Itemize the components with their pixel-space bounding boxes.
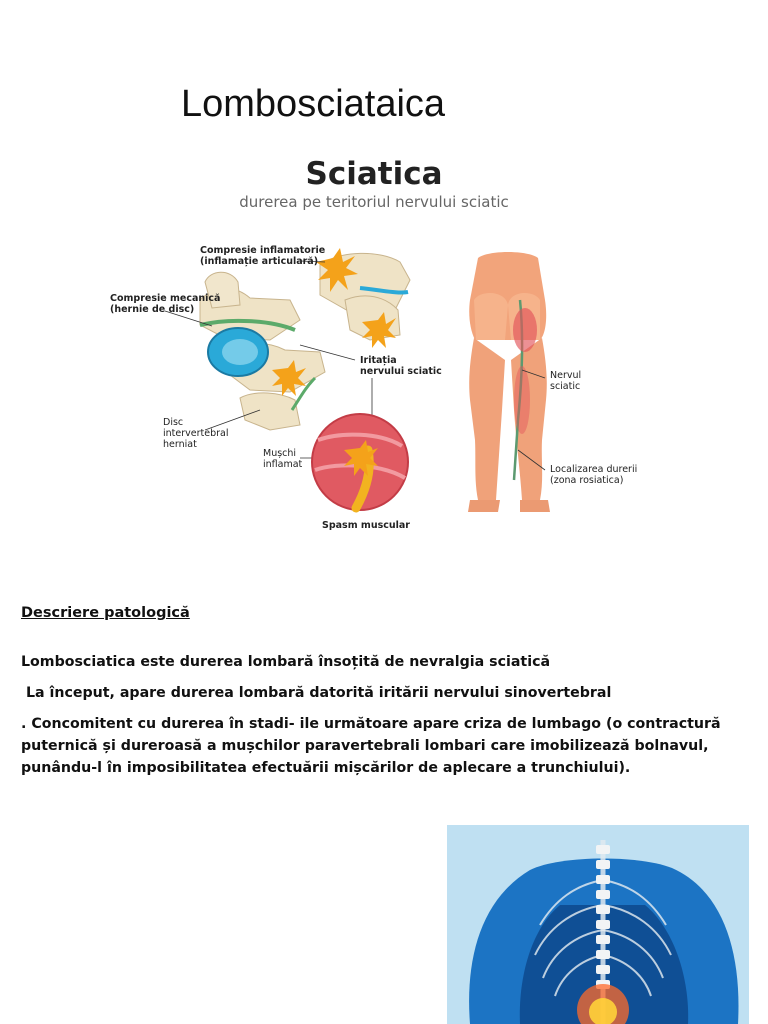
figure-subtitle: durerea pe teritoriul nervului sciatic [239, 193, 509, 211]
label-nervul-sciatic: Nervul sciatic [550, 370, 582, 392]
label-disc-herniat: Disc intervertebral herniat [163, 417, 229, 450]
label-spasm-muscular: Spasm muscular [322, 520, 410, 531]
label-compresie-inflamatorie: Compresie inflamatorie (inflamație articulară) [200, 245, 326, 267]
disc-core [222, 339, 258, 365]
body-figure-illustration [468, 252, 550, 512]
label-compresie-mecanica: Compresie mecanică (hernie de disc) [110, 293, 221, 315]
paragraph-1: Lombosciatica este durerea lombară însoțită de nevralgia sciatică [21, 654, 551, 670]
label-iritatia-nervului: Iritația nervului sciatic [360, 355, 442, 377]
section-heading: Descriere patologică [21, 605, 190, 621]
label-localizarea-durerii: Localizarea durerii (zona rosiatica) [550, 464, 638, 486]
xray-back-photo [447, 825, 749, 1024]
paragraph-2: La început, apare durerea lombară datorită iritării nervului sinovertebral [21, 685, 612, 701]
paragraph-3: . Concomitent cu durerea în stadi- ile următoare apare criza de lumbago (o contractură puternică și dureroasă a mușchilor paravertebrali lombari care imobilizează bolnavul, punându-l în imposibilitatea efectuării mișcărilor de aplecare a trunchiului). [21, 716, 721, 776]
page-title: Lombosciataica [181, 83, 446, 125]
figure-title: Sciatica [305, 156, 443, 192]
label-muschi-inflamat: Mușchi inflamat [263, 448, 303, 470]
